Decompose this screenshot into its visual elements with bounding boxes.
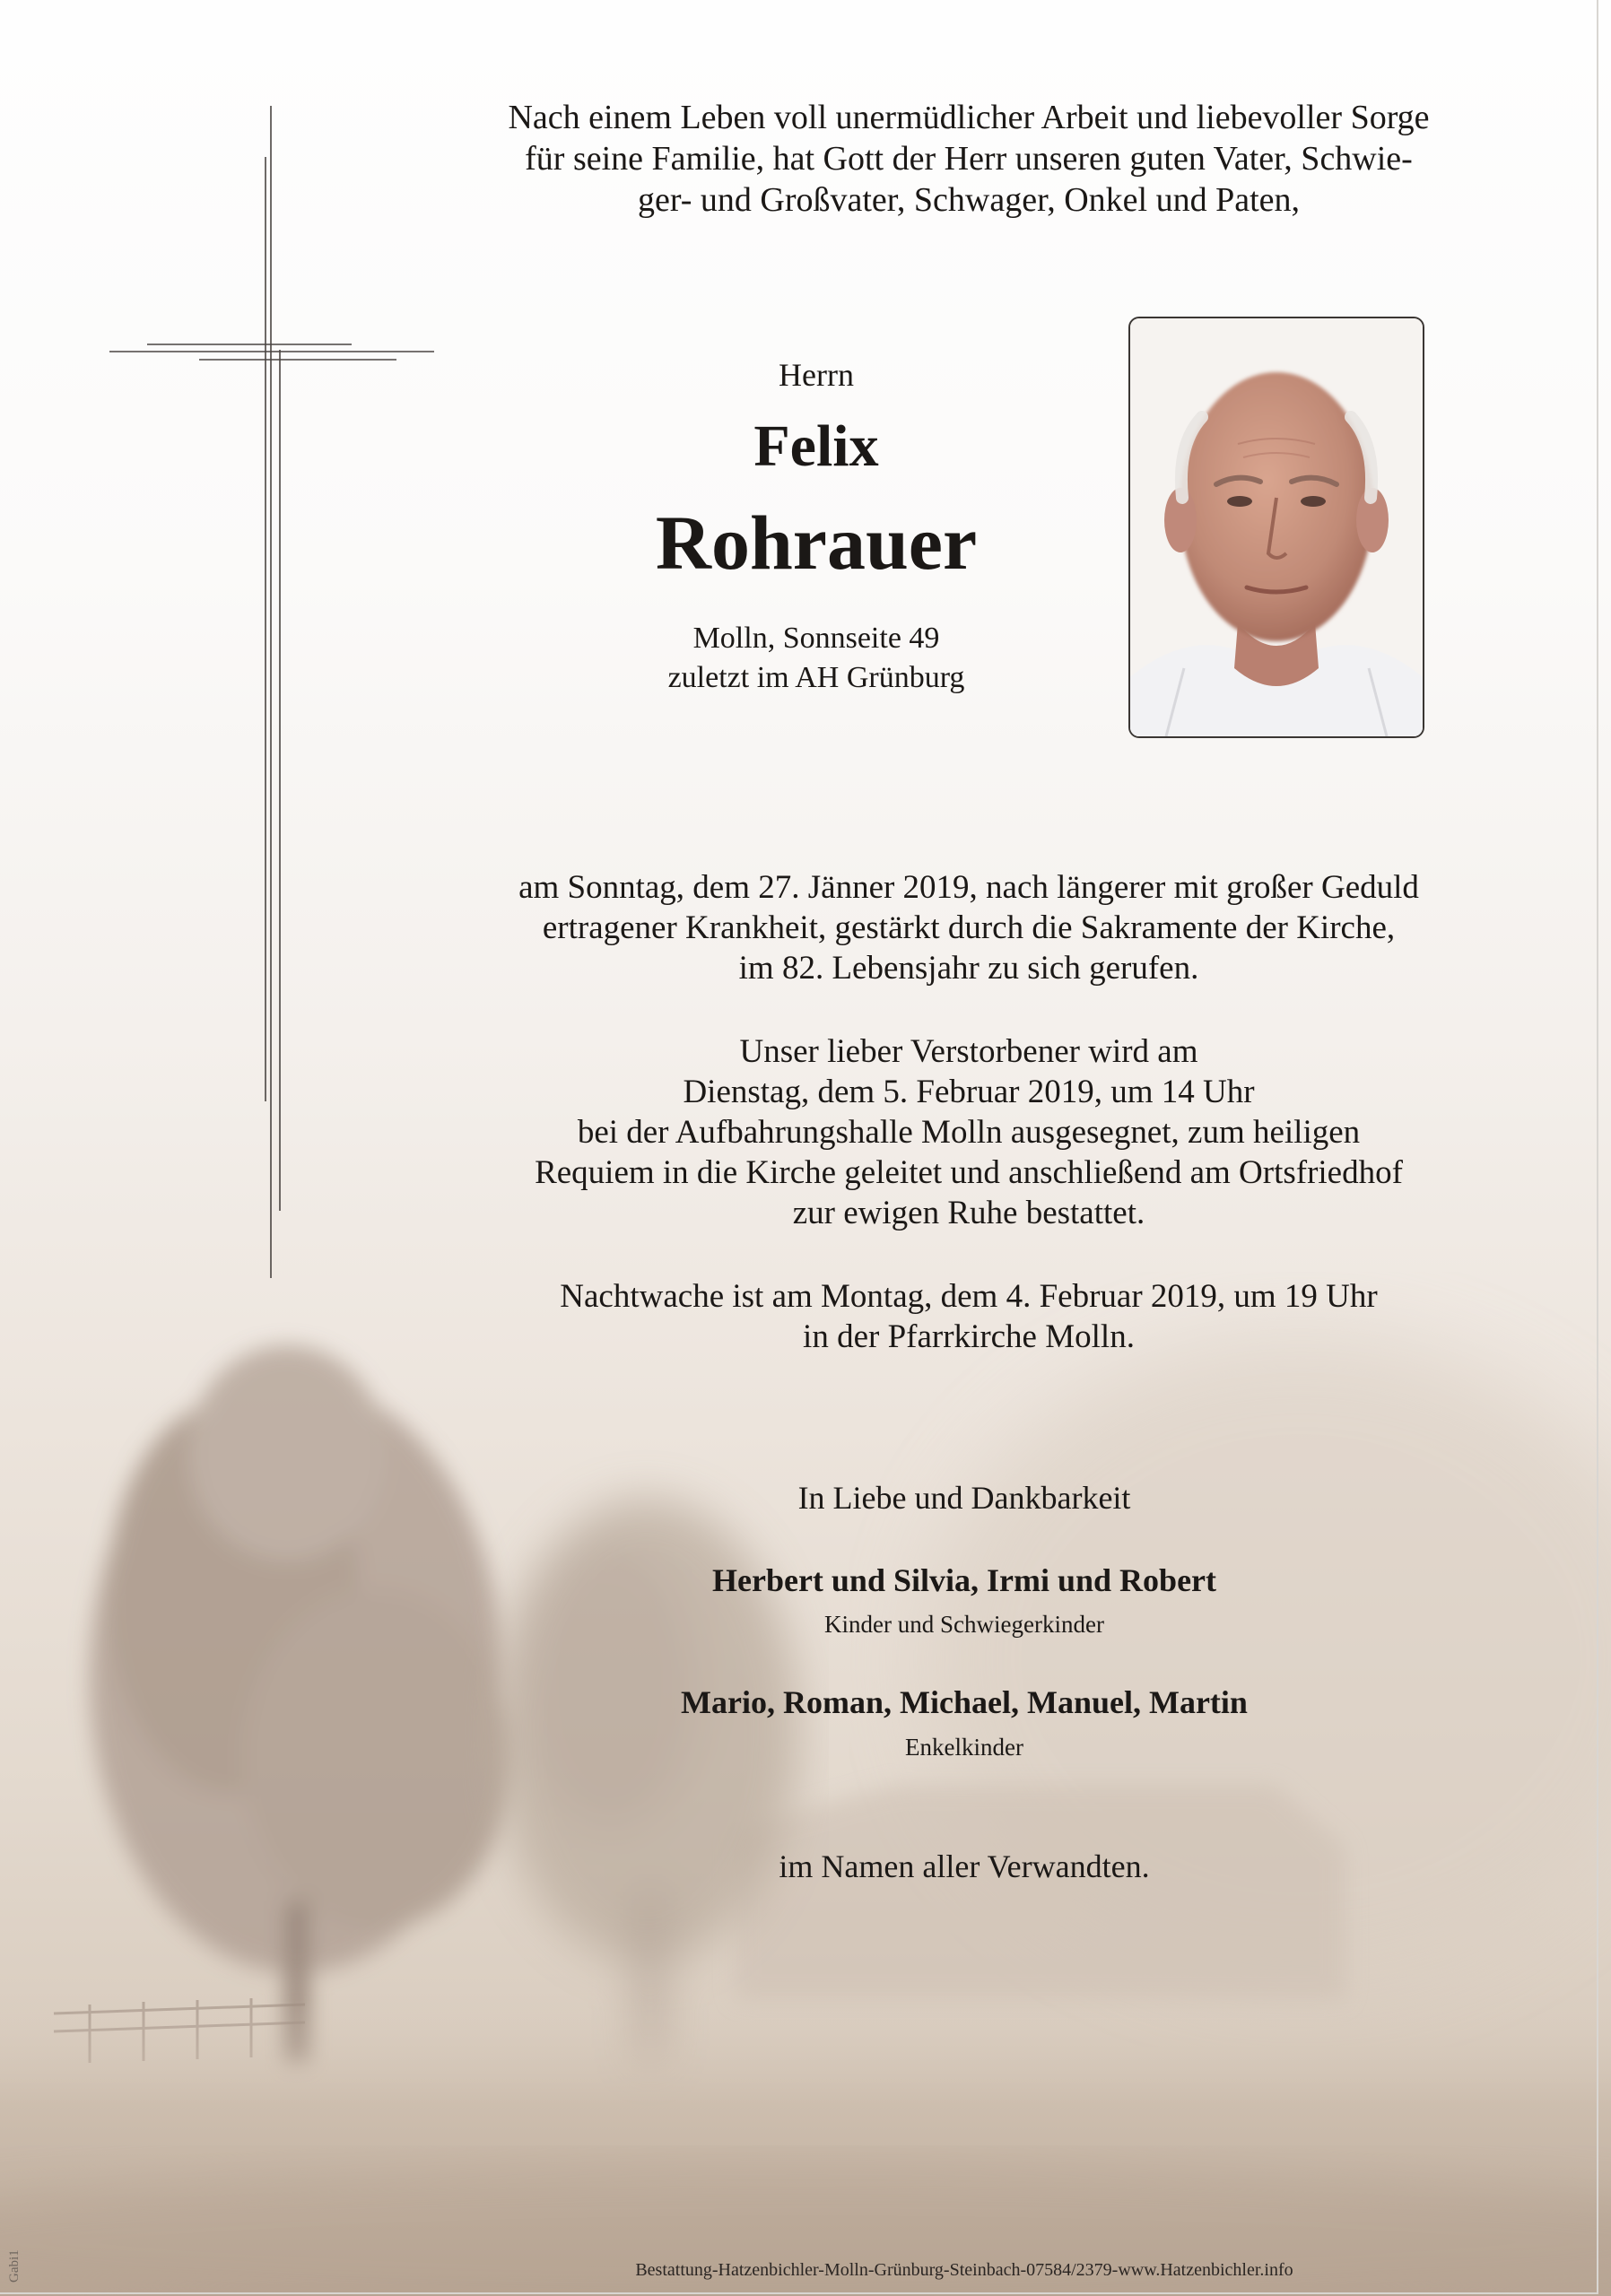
death-line: am Sonntag, dem 27. Jänner 2019, nach längerer mit großer Geduld: [518, 869, 1419, 906]
funeral-line: Unser lieber Verstorbener wird am: [739, 1033, 1198, 1070]
portrait-photo-illustration: [1130, 318, 1423, 736]
designer-mark: Gabi1: [7, 2249, 22, 2283]
address-line: zuletzt im AH Grünburg: [667, 661, 965, 694]
funeral-line: zur ewigen Ruhe bestattet.: [792, 1195, 1145, 1231]
family-children-names: Herbert und Silvia, Irmi und Robert: [711, 1562, 1217, 1598]
vigil-line: in der Pfarrkirche Molln.: [803, 1318, 1135, 1355]
funeral-line: Requiem in die Kirche geleitet und anschließend am Ortsfriedhof: [535, 1154, 1403, 1191]
relatives-phrase: im Namen aller Verwandten.: [779, 1848, 1150, 1884]
vigil-paragraph: [413, 1276, 1525, 1357]
closing-phrase: In Liebe und Dankbarkeit: [797, 1480, 1131, 1516]
deceased-address: [574, 619, 1058, 698]
funeral-line: bei der Aufbahrungshalle Molln ausgesegnet, zum heiligen: [577, 1114, 1361, 1151]
deceased-first-name: Felix: [753, 413, 879, 479]
death-line: ertragener Krankheit, gestärkt durch die Sakramente der Kirche,: [542, 909, 1396, 946]
intro-line: für seine Familie, hat Gott der Herr unseren guten Vater, Schwie-: [525, 140, 1413, 178]
death-line: im 82. Lebensjahr zu sich gerufen.: [738, 950, 1199, 987]
death-notice-paragraph: [413, 867, 1525, 988]
vigil-line: Nachtwache ist am Montag, dem 4. Februar 2019, um 19 Uhr: [560, 1278, 1378, 1315]
family-children-role: Kinder und Schwiegerkinder: [824, 1611, 1104, 1638]
portrait-photo: [1128, 317, 1424, 738]
family-grandchildren-names: Mario, Roman, Michael, Manuel, Martin: [681, 1684, 1248, 1720]
deceased-last-name: Rohrauer: [655, 500, 978, 586]
address-line: Molln, Sonnseite 49: [692, 622, 940, 655]
salutation: Herrn: [779, 357, 854, 393]
funeral-home-credit: Bestattung-Hatzenbichler-Molln-Grünburg-Steinbach-07584/2379-www.Hatzenbichler.info: [635, 2260, 1293, 2280]
funeral-line: Dienstag, dem 5. Februar 2019, um 14 Uhr: [683, 1074, 1255, 1110]
intro-line: Nach einem Leben voll unermüdlicher Arbeit und liebevoller Sorge: [508, 99, 1430, 136]
intro-paragraph: [395, 97, 1543, 221]
family-grandchildren-role: Enkelkinder: [905, 1734, 1023, 1761]
intro-line: ger- und Großvater, Schwager, Onkel und Paten,: [637, 181, 1301, 219]
funeral-paragraph: [413, 1031, 1525, 1233]
